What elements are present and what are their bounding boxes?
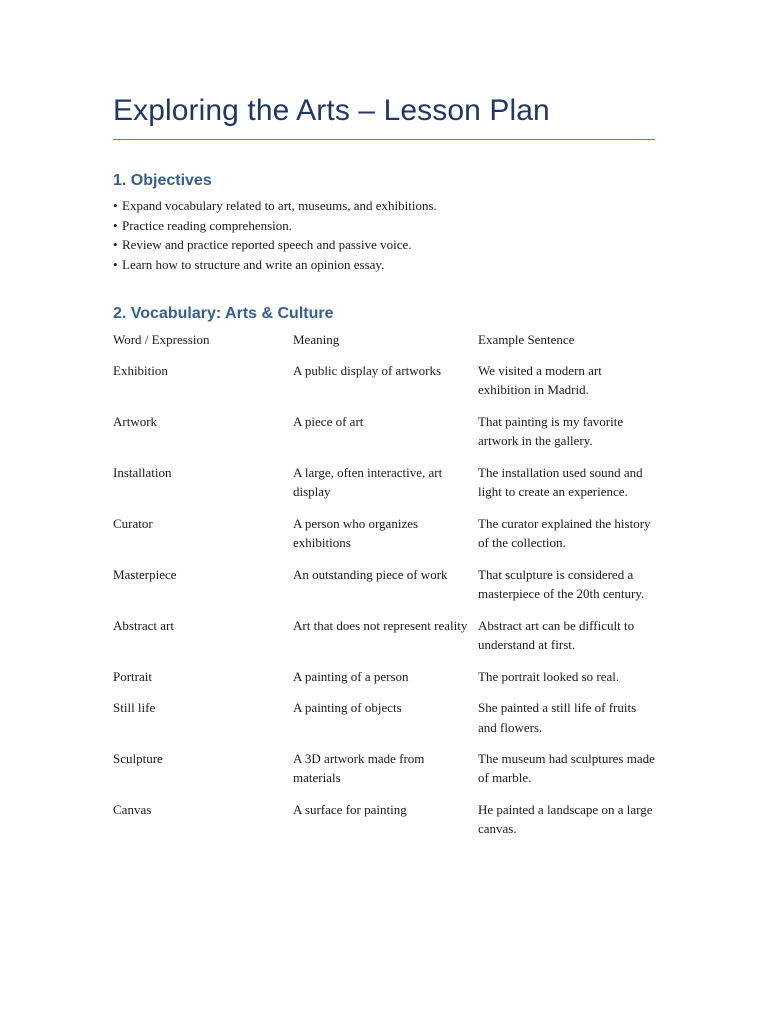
table-header-row — [113, 330, 655, 361]
meaning-cell: A large, often interactive, art display — [293, 465, 443, 500]
document-title: Exploring the Arts – Lesson Plan — [113, 94, 550, 127]
column-header-meaning: Meaning — [293, 332, 340, 347]
example-cell: That painting is my favorite artwork in the gallery. — [478, 414, 624, 449]
objectives-heading: 1. Objectives — [113, 172, 212, 189]
meaning-cell: A public display of artworks — [293, 363, 442, 379]
word-cell: Abstract art — [113, 617, 175, 633]
example-cell: She painted a still life of fruits and flowers. — [478, 700, 637, 735]
example-cell: The installation used sound and light to create an experience. — [478, 465, 643, 500]
meaning-cell: A 3D artwork made from materials — [293, 751, 425, 786]
objective-item: • Practice reading comprehension. — [113, 216, 437, 236]
column-header-word: Word / Expression — [113, 332, 210, 347]
example-cell: The museum had sculptures made of marble. — [478, 751, 655, 786]
word-cell: Still life — [113, 700, 156, 716]
table-row — [113, 463, 655, 514]
example-cell: The curator explained the history of the collection. — [478, 515, 651, 551]
table-row — [113, 361, 655, 412]
word-cell: Portrait — [113, 668, 152, 684]
word-cell: Artwork — [113, 414, 158, 430]
objective-item: • Learn how to structure and write an opinion essay. — [113, 255, 437, 275]
word-cell: Masterpiece — [113, 566, 177, 582]
table-row — [113, 667, 655, 699]
table-row — [113, 800, 655, 851]
column-header-example: Example Sentence — [478, 332, 575, 347]
example-cell: That sculpture is considered a masterpiece of the 20th century. — [478, 566, 645, 602]
table-row — [113, 616, 655, 667]
vocabulary-table — [113, 330, 655, 851]
meaning-cell: Art that does not represent reality — [293, 617, 468, 633]
word-cell: Installation — [113, 465, 172, 481]
example-cell: We visited a modern art exhibition in Madrid. — [478, 363, 602, 398]
table-row — [113, 698, 655, 749]
table-row — [113, 514, 655, 565]
meaning-cell: A person who organizes exhibitions — [293, 515, 419, 551]
table-row — [113, 412, 655, 463]
meaning-cell: A piece of art — [293, 414, 364, 430]
meaning-cell: A painting of objects — [293, 700, 402, 716]
example-cell: Abstract art can be difficult to understand at first. — [478, 617, 635, 652]
title-underline — [113, 139, 655, 140]
objectives-list — [113, 196, 437, 274]
example-cell: He painted a landscape on a large canvas. — [478, 802, 653, 837]
objective-item: • Review and practice reported speech and passive voice. — [113, 235, 437, 255]
word-cell: Sculpture — [113, 751, 163, 767]
table-row — [113, 565, 655, 616]
word-cell: Canvas — [113, 802, 152, 818]
meaning-cell: A painting of a person — [293, 668, 409, 684]
objective-item: • Expand vocabulary related to art, museums, and exhibitions. — [113, 196, 437, 216]
meaning-cell: A surface for painting — [293, 802, 407, 818]
meaning-cell: An outstanding piece of work — [293, 566, 448, 582]
word-cell: Curator — [113, 515, 153, 531]
example-cell: The portrait looked so real. — [478, 668, 620, 684]
word-cell: Exhibition — [113, 363, 168, 379]
table-row — [113, 749, 655, 800]
vocabulary-heading: 2. Vocabulary: Arts & Culture — [113, 305, 334, 322]
